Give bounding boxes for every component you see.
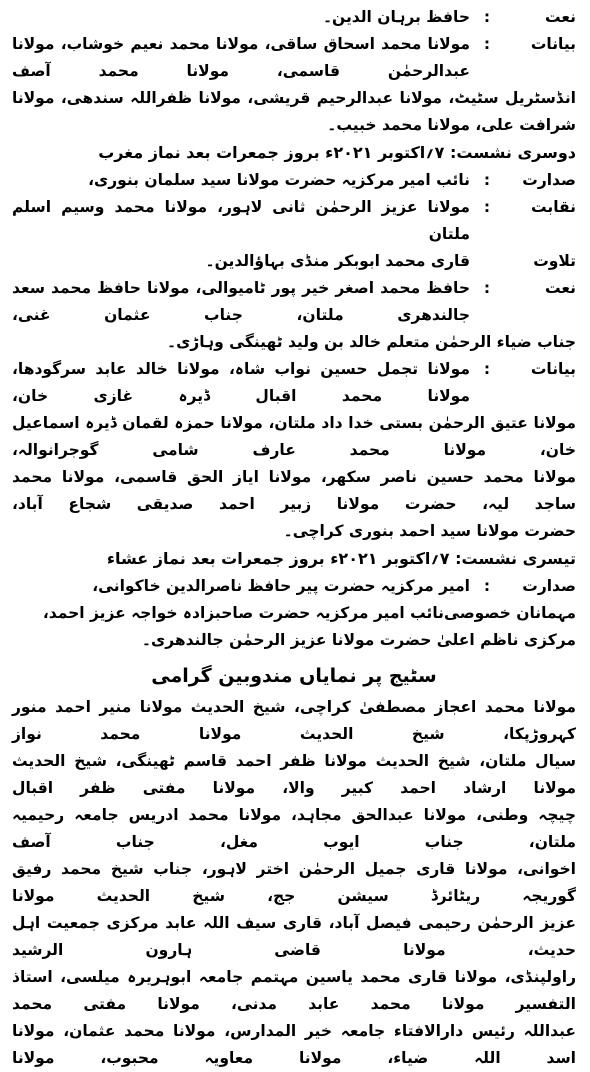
s3-mehman-line: نائب امیر مرکزیہ حضرت صاحبزادہ خواجہ عزیز احمد، <box>42 604 445 622</box>
session2-heading: دوسری نشست: ۷؍اکتوبر ۲۰۲۱ء بروز جمعرات بعد نماز مغرب <box>98 143 576 162</box>
s1-bayanat-line: مولانا محمد اسحاق ساقی، مولانا محمد نعیم خوشاب، مولانا عبدالرحمٰن قاسمی، مولانا محمد آصف <box>12 35 470 80</box>
colon: : <box>483 8 491 26</box>
colon: : <box>483 360 491 378</box>
s2-bayanat-line: مولانا تجمل حسین نواب شاہ، مولانا خالد عابد سرگودھا، مولانا محمد اقبال ڈیرہ غازی خان، <box>12 360 470 405</box>
session3-heading: تیسری نشست: ۷؍اکتوبر ۲۰۲۱ء بروز جمعرات بعد نماز عشاء <box>106 549 576 568</box>
s2-sadarat-row <box>12 167 576 194</box>
s2-bayanat-line: مولانا محمد حسین ناصر سکھر، مولانا ایاز الحق قاسمی، مولانا محمد ساجد لیہ، حضرت مولانا زبیر احمد صدیقی شجاع آباد، <box>12 468 576 513</box>
s2-niqabat-text: مولانا عزیز الرحمٰن ثانی لاہور، مولانا محمد وسیم اسلم ملتان <box>12 198 470 243</box>
s3-sadarat-row <box>12 573 576 600</box>
s1-bayanat-row <box>12 31 576 85</box>
guests-line: عبداللہ رئیس دارالافتاء جامعہ خیر المدارس، مولانا محمد عثمان، مولانا اسد اللہ ضیاء، مولانا معاویہ محبوب، مولانا <box>12 1022 576 1067</box>
s2-tilawat-label: تلاوت <box>533 252 576 270</box>
guests-line: مولانا محمد اعجاز مصطفیٰ کراچی، شیخ الحدیث مولانا منیر احمد منور کہروڑپکا، شیخ الحدیث مولانا محمد نواز <box>12 698 576 743</box>
s2-sadarat-text: نائب امیر مرکزیہ حضرت مولانا سید سلمان بنوری، <box>88 171 470 189</box>
colon: : <box>483 171 491 189</box>
s1-bayanat-label: بیانات <box>530 35 576 53</box>
s2-bayanat-line: حضرت مولانا سید احمد بنوری کراچی۔ <box>283 522 576 540</box>
s2-naat-row <box>12 275 576 329</box>
s1-bayanat-line: انڈسٹریل سٹیٹ، مولانا عبدالرحیم قریشی، مولانا ظفراللہ سندھی، مولانا شرافت علی، مولانا محمد خبیب۔ <box>12 89 576 134</box>
s3-mehman-row <box>12 600 576 627</box>
guests-line: عزیز الرحمٰن رحیمی فیصل آباد، قاری سیف اللہ عابد مرکزی جمعیت اہل حدیث، مولانا قاضی ہارون الرشید <box>12 914 576 959</box>
s1-naat-text: حافظ برہان الدین۔ <box>322 8 470 26</box>
guests-line: سیال ملتان، شیخ الحدیث مولانا ظفر احمد قاسم ٹھینگی، شیخ الحدیث مولانا ارشاد احمد کبیر والا، مولانا مفتی ظفر اقبال <box>12 752 576 797</box>
s2-tilawat-text: قاری محمد ابوبکر منڈی بہاؤالدین۔ <box>205 252 470 270</box>
s3-mehman-line: مرکزی ناظم اعلیٰ حضرت مولانا عزیز الرحمٰن جالندھری۔ <box>141 631 576 649</box>
s1-naat-label: نعت <box>545 8 576 26</box>
s2-naat-line: حافظ محمد اصغر خیر پور ٹامیوالی، مولانا حافظ محمد سعد جالندھری ملتان، جناب عثمان غنی، <box>12 279 470 324</box>
s2-bayanat-label: بیانات <box>530 360 576 378</box>
guests-line: اخوانی، مولانا قاری جمیل الرحمٰن اختر لاہور، جناب شیخ محمد رفیق گوریجہ ریٹائرڈ سیشن جج، شیخ الحدیث مولانا <box>12 860 576 905</box>
s2-sadarat-label: صدارت <box>522 171 576 189</box>
s2-naat-line: جناب ضیاء الرحمٰن متعلم خالد بن ولید ٹھینگی وہاڑی۔ <box>167 333 576 351</box>
s3-mehman-label: مہمانان خصوصی <box>444 604 576 622</box>
s2-tilawat-row <box>12 248 576 275</box>
s2-niqabat-row <box>12 194 576 248</box>
colon: : <box>483 35 491 53</box>
s3-sadarat-text: امیر مرکزیہ حضرت پیر حافظ ناصرالدین خاکوانی، <box>92 577 470 595</box>
colon: : <box>483 279 491 297</box>
s1-naat-row <box>12 4 576 31</box>
colon: : <box>483 577 491 595</box>
guests-title: سٹیج پر نمایاں مندوبین گرامی <box>151 665 437 687</box>
guests-line: چیچہ وطنی، مولانا عبدالحق مجاہد، مولانا محمد ادریس جامعہ رحیمیہ ملتان، جناب ایوب مغل، جناب آصف <box>12 806 576 851</box>
s2-naat-label: نعت <box>545 279 576 297</box>
s2-bayanat-row <box>12 356 576 410</box>
s2-niqabat-label: نقابت <box>530 198 576 216</box>
s3-sadarat-label: صدارت <box>522 577 576 595</box>
s2-bayanat-line: مولانا عتیق الرحمٰن بستی خدا داد ملتان، مولانا حمزہ لقمان ڈیرہ اسماعیل خان، مولانا محمد عارف شامی گوجرانوالہ، <box>12 414 576 459</box>
guests-line: راولپنڈی، مولانا قاری محمد یاسین مہتمم جامعہ ابوہریرہ میلسی، استاذ التفسیر مولانا محمد عابد مدنی، مولانا مفتی محمد <box>12 968 576 1013</box>
colon: : <box>483 198 491 216</box>
